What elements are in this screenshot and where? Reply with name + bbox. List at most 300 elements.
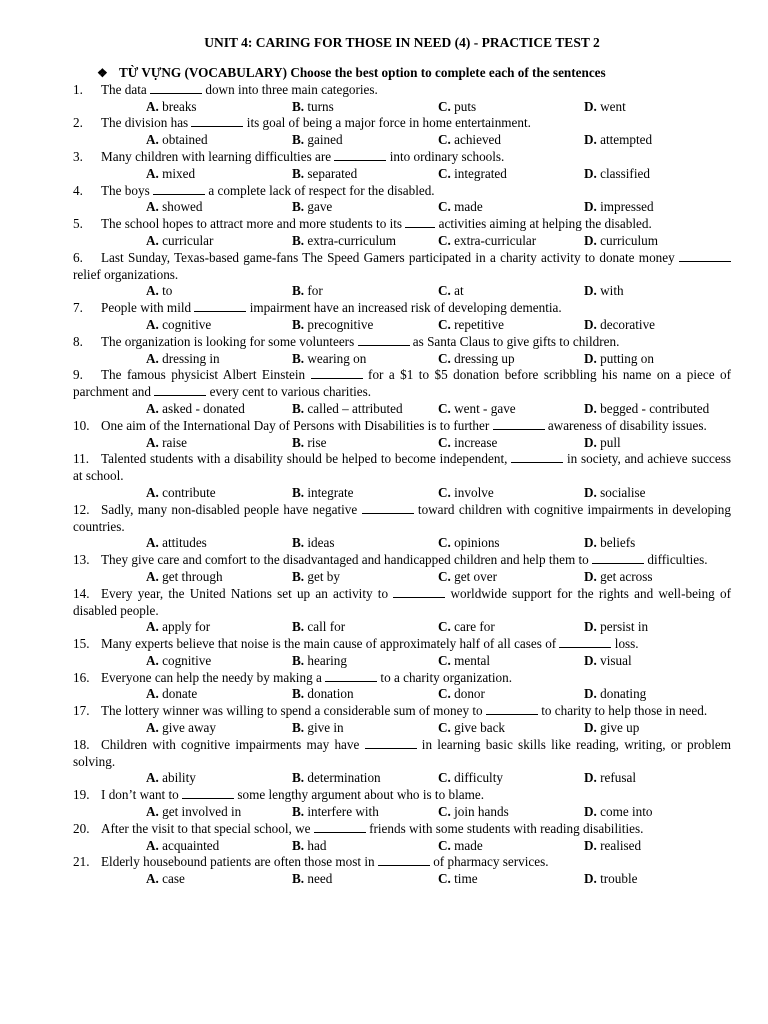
option-c — [438, 720, 584, 737]
question-item — [73, 334, 731, 351]
answer-blank — [405, 216, 435, 228]
options-row — [73, 569, 731, 586]
option-d — [584, 770, 730, 787]
option-letter: A. — [146, 619, 159, 635]
question-item — [73, 821, 731, 838]
option-d — [584, 838, 730, 855]
option-a — [146, 871, 292, 888]
option-d — [584, 233, 730, 250]
option-d — [584, 283, 730, 300]
option-text: showed — [162, 199, 203, 215]
option-text: persist in — [600, 619, 649, 635]
options-row — [73, 351, 731, 368]
option-text: classified — [600, 165, 650, 181]
option-text: impressed — [600, 199, 654, 215]
question-item — [73, 854, 731, 871]
option-b — [292, 435, 438, 452]
question-text: toward children with cognitive impairments in developing countries. — [73, 501, 731, 534]
question-text: Elderly housebound patients are often those most in — [101, 854, 378, 870]
option-letter: A. — [146, 232, 159, 248]
option-text: puts — [454, 98, 477, 114]
question-text: impairment have an increased risk of developing dementia. — [246, 300, 562, 316]
answer-blank — [311, 367, 363, 379]
option-c — [438, 838, 584, 855]
option-letter: C. — [438, 568, 451, 584]
question-item — [73, 82, 731, 99]
options-row — [73, 653, 731, 670]
option-c — [438, 871, 584, 888]
option-text: achieved — [454, 132, 501, 148]
option-d — [584, 132, 730, 149]
option-d — [584, 166, 730, 183]
option-text: separated — [307, 165, 358, 181]
answer-blank — [191, 115, 243, 127]
option-text: involve — [454, 484, 494, 500]
option-text: went - gave — [454, 400, 516, 416]
options-row — [73, 871, 731, 888]
options-row — [73, 720, 731, 737]
question-text: down into three main categories. — [202, 81, 378, 97]
option-text: precognitive — [307, 316, 374, 332]
option-d — [584, 804, 730, 821]
option-letter: A. — [146, 350, 159, 366]
question-item — [73, 586, 731, 620]
option-letter: D. — [584, 871, 597, 887]
question-text: friends with some students with reading disabilities. — [365, 820, 644, 836]
answer-blank — [154, 384, 206, 396]
option-letter: C. — [438, 652, 451, 668]
option-b — [292, 653, 438, 670]
option-a — [146, 401, 292, 418]
option-text: opinions — [454, 535, 500, 551]
option-letter: D. — [584, 316, 597, 332]
option-letter: B. — [292, 871, 305, 887]
option-text: dressing in — [162, 350, 220, 366]
option-b — [292, 569, 438, 586]
question-text: The boys — [101, 182, 154, 198]
option-letter: B. — [292, 165, 305, 181]
option-letter: C. — [438, 165, 451, 181]
option-letter: B. — [292, 686, 305, 702]
question-text: of pharmacy services. — [429, 854, 549, 870]
option-letter: D. — [584, 535, 597, 551]
options-row — [73, 686, 731, 703]
question-number: 6. — [73, 249, 83, 265]
answer-blank — [325, 670, 377, 682]
option-b — [292, 619, 438, 636]
option-letter: A. — [146, 98, 159, 114]
option-c — [438, 317, 584, 334]
answer-blank — [362, 502, 414, 514]
section-heading — [73, 65, 731, 82]
question-number: 1. — [73, 81, 83, 97]
option-letter: D. — [584, 837, 597, 853]
option-letter: B. — [292, 619, 305, 635]
option-c — [438, 351, 584, 368]
option-b — [292, 686, 438, 703]
option-letter: A. — [146, 165, 159, 181]
question-item — [73, 250, 731, 284]
option-text: join hands — [454, 804, 509, 820]
option-a — [146, 535, 292, 552]
option-text: need — [307, 871, 333, 887]
option-text: donation — [307, 686, 354, 702]
option-letter: A. — [146, 316, 159, 332]
option-b — [292, 317, 438, 334]
option-a — [146, 99, 292, 116]
answer-blank — [334, 149, 386, 161]
question-text: activities aiming at helping the disabled. — [435, 216, 652, 232]
option-text: curricular — [162, 232, 214, 248]
option-letter: A. — [146, 484, 159, 500]
option-letter: A. — [146, 804, 159, 820]
question-text: The famous physicist Albert Einstein — [101, 367, 311, 383]
option-a — [146, 317, 292, 334]
question-number: 2. — [73, 115, 83, 131]
option-text: difficulty — [454, 770, 503, 786]
question-item — [73, 552, 731, 569]
question-item — [73, 502, 731, 536]
option-d — [584, 871, 730, 888]
option-c — [438, 233, 584, 250]
option-text: socialise — [600, 484, 646, 500]
question-text: its goal of being a major force in home entertainment. — [243, 115, 531, 131]
question-number: 17. — [73, 703, 90, 719]
option-text: made — [454, 199, 483, 215]
option-b — [292, 99, 438, 116]
option-text: give away — [162, 720, 216, 736]
question-text: as Santa Claus to give gifts to children. — [409, 333, 620, 349]
question-item — [73, 418, 731, 435]
option-letter: B. — [292, 132, 305, 148]
section-heading-text: TỪ VỰNG (VOCABULARY) Choose the best option to complete each of the sentences — [119, 65, 606, 80]
option-text: rise — [307, 434, 327, 450]
question-text: Last Sunday, Texas-based game-fans The Speed Gamers participated in a charity activity to donate money — [101, 249, 679, 265]
options-row — [73, 99, 731, 116]
question-item — [73, 216, 731, 233]
options-row — [73, 770, 731, 787]
option-d — [584, 653, 730, 670]
option-letter: D. — [584, 283, 597, 299]
option-c — [438, 132, 584, 149]
question-item — [73, 451, 731, 485]
option-letter: D. — [584, 165, 597, 181]
options-row — [73, 166, 731, 183]
option-d — [584, 619, 730, 636]
question-text: Children with cognitive impairments may have — [101, 736, 365, 752]
option-letter: A. — [146, 283, 159, 299]
option-text: give in — [307, 720, 344, 736]
option-text: called – attributed — [307, 400, 403, 416]
question-number: 8. — [73, 333, 83, 349]
option-letter: A. — [146, 871, 159, 887]
option-b — [292, 838, 438, 855]
option-d — [584, 686, 730, 703]
option-a — [146, 686, 292, 703]
option-letter: C. — [438, 804, 451, 820]
option-text: apply for — [162, 619, 211, 635]
option-text: refusal — [600, 770, 637, 786]
question-text: every cent to various charities. — [206, 384, 372, 400]
options-row — [73, 435, 731, 452]
option-a — [146, 351, 292, 368]
option-a — [146, 283, 292, 300]
question-item — [73, 300, 731, 317]
option-letter: C. — [438, 132, 451, 148]
option-letter: D. — [584, 568, 597, 584]
question-text: into ordinary schools. — [386, 148, 505, 164]
option-letter: D. — [584, 804, 597, 820]
option-letter: A. — [146, 652, 159, 668]
option-c — [438, 804, 584, 821]
question-item — [73, 367, 731, 401]
option-letter: A. — [146, 686, 159, 702]
option-c — [438, 619, 584, 636]
question-text: The school hopes to attract more and more students to its — [101, 216, 406, 232]
option-letter: C. — [438, 98, 451, 114]
question-item — [73, 115, 731, 132]
option-b — [292, 132, 438, 149]
question-text: in learning basic skills like reading, writing, or problem solving. — [73, 736, 731, 769]
option-letter: A. — [146, 199, 159, 215]
option-text: realised — [600, 837, 642, 853]
answer-blank — [194, 300, 246, 312]
question-text: difficulties. — [644, 552, 708, 568]
option-d — [584, 401, 730, 418]
option-text: get across — [600, 568, 653, 584]
option-d — [584, 485, 730, 502]
option-b — [292, 401, 438, 418]
option-text: went — [600, 98, 626, 114]
option-d — [584, 535, 730, 552]
option-text: acquainted — [162, 837, 220, 853]
question-number: 16. — [73, 669, 90, 685]
option-c — [438, 283, 584, 300]
option-letter: A. — [146, 568, 159, 584]
option-letter: C. — [438, 837, 451, 853]
question-text: to a charity organization. — [377, 669, 512, 685]
option-c — [438, 569, 584, 586]
option-letter: A. — [146, 770, 159, 786]
answer-blank — [365, 737, 417, 749]
option-letter: D. — [584, 350, 597, 366]
option-letter: C. — [438, 770, 451, 786]
option-letter: D. — [584, 619, 597, 635]
diamond-bullet-icon: ❖ — [97, 66, 108, 80]
option-b — [292, 871, 438, 888]
option-letter: D. — [584, 434, 597, 450]
option-d — [584, 569, 730, 586]
answer-blank — [559, 636, 611, 648]
question-item — [73, 183, 731, 200]
option-letter: B. — [292, 804, 305, 820]
question-item — [73, 787, 731, 804]
option-text: get by — [307, 568, 340, 584]
options-row — [73, 233, 731, 250]
option-a — [146, 132, 292, 149]
option-text: hearing — [307, 652, 347, 668]
option-text: extra-curriculum — [307, 232, 396, 248]
option-b — [292, 720, 438, 737]
option-text: gained — [307, 132, 343, 148]
option-text: to — [162, 283, 173, 299]
option-a — [146, 804, 292, 821]
option-text: integrated — [454, 165, 507, 181]
option-c — [438, 99, 584, 116]
question-text: The division has — [101, 115, 192, 131]
option-text: extra-curricular — [454, 232, 537, 248]
question-number: 3. — [73, 148, 83, 164]
options-row — [73, 804, 731, 821]
option-letter: B. — [292, 316, 305, 332]
option-a — [146, 435, 292, 452]
option-letter: B. — [292, 770, 305, 786]
option-b — [292, 199, 438, 216]
options-row — [73, 283, 731, 300]
question-number: 14. — [73, 585, 90, 601]
option-text: turns — [307, 98, 334, 114]
options-row — [73, 485, 731, 502]
question-number: 21. — [73, 854, 90, 870]
answer-blank — [592, 552, 644, 564]
question-number: 4. — [73, 182, 83, 198]
option-letter: A. — [146, 535, 159, 551]
options-row — [73, 535, 731, 552]
option-c — [438, 199, 584, 216]
option-b — [292, 535, 438, 552]
option-letter: D. — [584, 720, 597, 736]
option-letter: D. — [584, 484, 597, 500]
option-c — [438, 686, 584, 703]
answer-blank — [314, 821, 366, 833]
options-row — [73, 838, 731, 855]
option-text: case — [162, 871, 185, 887]
question-number: 19. — [73, 787, 90, 803]
option-letter: B. — [292, 434, 305, 450]
option-text: contribute — [162, 484, 216, 500]
option-text: attempted — [600, 132, 653, 148]
option-letter: B. — [292, 535, 305, 551]
option-letter: D. — [584, 132, 597, 148]
question-item — [73, 737, 731, 771]
option-a — [146, 770, 292, 787]
option-text: repetitive — [454, 316, 504, 332]
answer-blank — [358, 334, 410, 346]
option-text: visual — [600, 652, 632, 668]
question-list — [73, 82, 731, 888]
page-title: UNIT 4: CARING FOR THOSE IN NEED (4) - PRACTICE TEST 2 — [204, 35, 600, 50]
option-d — [584, 720, 730, 737]
answer-blank — [153, 183, 205, 195]
option-b — [292, 804, 438, 821]
option-d — [584, 317, 730, 334]
option-letter: C. — [438, 350, 451, 366]
answer-blank — [393, 586, 445, 598]
question-text: Everyone can help the needy by making a — [101, 669, 326, 685]
option-text: curriculum — [600, 232, 658, 248]
option-a — [146, 199, 292, 216]
option-text: at — [454, 283, 464, 299]
option-letter: A. — [146, 837, 159, 853]
option-b — [292, 770, 438, 787]
question-number: 5. — [73, 216, 83, 232]
answer-blank — [486, 703, 538, 715]
option-b — [292, 233, 438, 250]
option-text: integrate — [307, 484, 354, 500]
option-letter: C. — [438, 484, 451, 500]
option-text: trouble — [600, 871, 638, 887]
options-row — [73, 132, 731, 149]
option-letter: D. — [584, 98, 597, 114]
option-letter: C. — [438, 400, 451, 416]
option-text: gave — [307, 199, 333, 215]
question-text: Many children with learning difficulties are — [101, 148, 335, 164]
question-text: some lengthy argument about who is to blame. — [234, 787, 484, 803]
question-text: loss. — [611, 636, 639, 652]
option-a — [146, 569, 292, 586]
question-item — [73, 636, 731, 653]
option-b — [292, 166, 438, 183]
question-text: The data — [101, 81, 151, 97]
option-letter: C. — [438, 199, 451, 215]
option-letter: B. — [292, 98, 305, 114]
question-number: 20. — [73, 820, 90, 836]
question-text: Sadly, many non-disabled people have negative — [101, 501, 362, 517]
option-a — [146, 838, 292, 855]
option-letter: B. — [292, 283, 305, 299]
option-text: donate — [162, 686, 198, 702]
option-letter: D. — [584, 199, 597, 215]
option-text: give up — [600, 720, 640, 736]
option-text: had — [307, 837, 327, 853]
option-letter: B. — [292, 568, 305, 584]
option-text: ideas — [307, 535, 335, 551]
option-letter: D. — [584, 652, 597, 668]
question-number: 12. — [73, 501, 90, 517]
option-text: mixed — [162, 165, 196, 181]
option-text: asked - donated — [162, 400, 245, 416]
option-letter: B. — [292, 400, 305, 416]
answer-blank — [182, 787, 234, 799]
option-text: dressing up — [454, 350, 515, 366]
question-number: 9. — [73, 367, 83, 383]
options-row — [73, 619, 731, 636]
option-letter: D. — [584, 686, 597, 702]
question-text: in society, and achieve success at school. — [73, 451, 731, 484]
option-a — [146, 653, 292, 670]
option-letter: C. — [438, 871, 451, 887]
option-letter: A. — [146, 132, 159, 148]
option-text: determination — [307, 770, 381, 786]
option-text: care for — [454, 619, 495, 635]
option-d — [584, 351, 730, 368]
option-c — [438, 653, 584, 670]
option-text: get through — [162, 568, 223, 584]
question-text: Talented students with a disability should be helped to become independent, — [101, 451, 512, 467]
option-letter: B. — [292, 652, 305, 668]
option-letter: C. — [438, 535, 451, 551]
option-text: come into — [600, 804, 653, 820]
option-text: putting on — [600, 350, 654, 366]
question-text: I don’t want to — [101, 787, 183, 803]
question-text: They give care and comfort to the disadvantaged and handicapped children and help them to — [101, 552, 593, 568]
option-text: time — [454, 871, 478, 887]
option-letter: B. — [292, 350, 305, 366]
option-d — [584, 99, 730, 116]
option-letter: B. — [292, 720, 305, 736]
answer-blank — [493, 418, 545, 430]
question-item — [73, 703, 731, 720]
